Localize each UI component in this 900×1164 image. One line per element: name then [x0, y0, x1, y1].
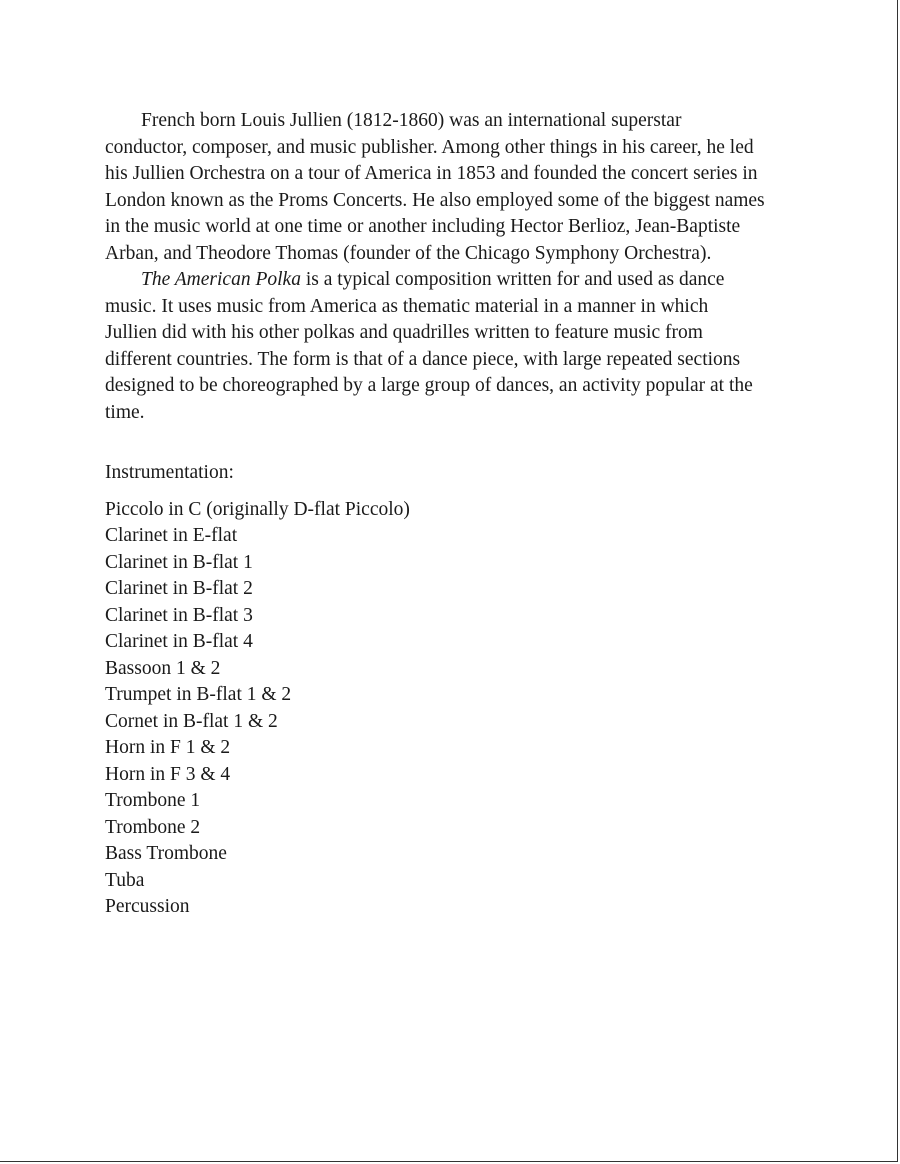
instrument-item: Clarinet in B-flat 1	[105, 551, 253, 573]
instrumentation-heading: Instrumentation:	[105, 462, 234, 483]
instrument-item: Trombone 1	[105, 790, 201, 811]
instrument-item: Piccolo in C (originally D-flat Piccolo)	[105, 498, 410, 520]
description-paragraph	[105, 267, 765, 426]
page-content	[105, 108, 765, 921]
intro-paragraph	[105, 108, 765, 267]
instrument-item: Clarinet in E-flat	[105, 525, 238, 546]
description-paragraph-text: is a typical composition written for and used as dance music. It uses music from America as thematic material in a manner in which Jullien did with his other polkas and quadrilles written to feature music from different countries. The form is that of a dance piece, with large repeated sections designed to be choreographed by a large group of dances, an activity popular at the time.	[105, 269, 753, 423]
instrument-item: Clarinet in B-flat 3	[105, 604, 253, 626]
instrument-item: Percussion	[105, 896, 190, 917]
piece-title: The American Polka	[141, 269, 301, 290]
intro-paragraph-text: French born Louis Jullien (1812-1860) was an international superstar conductor, composer, and music publisher. Among other things in his career, he led his Jullien Orchestra on a tour of America in 1853 and founded the concert series in London known as the Proms Concerts. He also employed some of the biggest names in the music world at one time or another including Hector Berlioz, Jean-Baptiste Arban, and Theodore Thomas (founder of the Chicago Symphony Orchestra).	[105, 110, 765, 264]
instrument-item: Bassoon 1 & 2	[105, 657, 221, 679]
instrument-item: Trombone 2	[105, 816, 201, 838]
instrument-item: Bass Trombone	[105, 843, 227, 864]
instrument-item: Clarinet in B-flat 2	[105, 578, 253, 599]
instrument-item: Horn in F 3 & 4	[105, 763, 231, 785]
instrument-item: Cornet in B-flat 1 & 2	[105, 710, 278, 732]
instrument-item: Horn in F 1 & 2	[105, 737, 231, 758]
instrument-item: Tuba	[105, 869, 145, 891]
instrumentation-list	[105, 497, 765, 921]
instrument-item: Clarinet in B-flat 4	[105, 631, 253, 652]
instrument-item: Trumpet in B-flat 1 & 2	[105, 684, 292, 705]
